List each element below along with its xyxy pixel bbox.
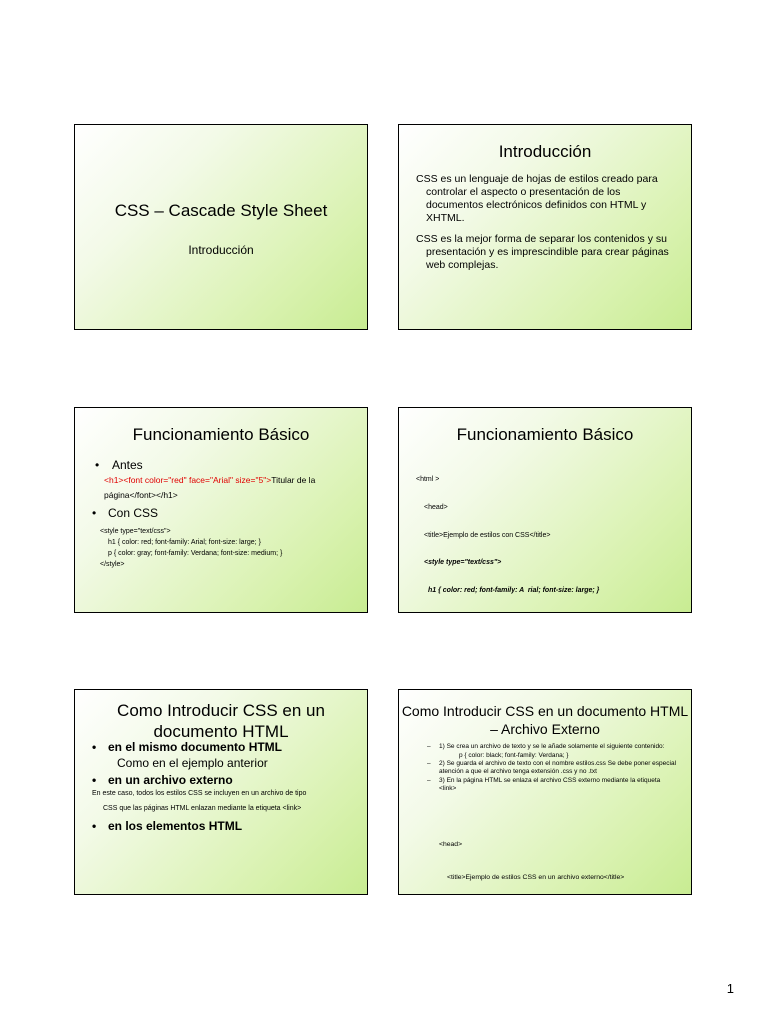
- html-code-block: [439, 817, 657, 895]
- paragraph: CSS es la mejor forma de separar los contenidos y su presentación y es imprescindible para crear páginas web complejas.: [416, 233, 669, 271]
- code-line: h1 { color: red; font-family: Arial; font-size: large; }: [108, 539, 261, 546]
- bullet-text: en un archivo externo: [108, 773, 233, 787]
- slide-title: Como Introducir CSS en un documento HTML: [117, 701, 325, 741]
- slide-title: Funcionamiento Básico: [132, 425, 310, 444]
- list-item: [95, 458, 355, 472]
- slide-funcionamiento-2: [398, 407, 692, 613]
- slide-css-title: [74, 124, 368, 330]
- list-item: [92, 819, 357, 833]
- slide-funcionamiento-1: [74, 407, 368, 613]
- slide-body: [416, 173, 679, 280]
- bullet-icon: •: [95, 458, 100, 472]
- slide-title: Funcionamiento Básico: [456, 425, 634, 444]
- slide-archivo-externo: [398, 689, 692, 895]
- code-line: </style>: [100, 561, 125, 568]
- bullet-list: [92, 458, 355, 570]
- step-item: [427, 760, 679, 776]
- paragraph: CSS es un lenguaje de hojas de estilos creado para controlar el aspecto o presentación de los documentos electrónicos definidos con HTML y XHTML.: [416, 173, 658, 224]
- list-item: [92, 773, 357, 787]
- page-number: 1: [726, 981, 734, 996]
- bullet-icon: •: [92, 819, 97, 833]
- list-item: [92, 740, 357, 754]
- step-code: p { color: black; font-family: Verdana; }: [459, 752, 569, 759]
- code-line: <html >: [416, 476, 440, 484]
- bullet-text: en el mismo documento HTML: [108, 740, 283, 754]
- bullet-list: [90, 740, 357, 833]
- step-item: [427, 743, 679, 751]
- bullet-icon: •: [92, 773, 97, 787]
- code-line: <title>Ejemplo de estilos CSS en un archivo externo</title>: [447, 874, 625, 881]
- code-line: <style type="text/css">: [100, 528, 171, 535]
- sub-text: Como en el ejemplo anterior: [117, 756, 268, 770]
- bullet-icon: •: [92, 506, 97, 520]
- slide-title: CSS – Cascade Style Sheet: [114, 201, 328, 220]
- code-text: Titular de la página</font></h1>: [104, 475, 316, 500]
- code-line: <head>: [424, 504, 448, 512]
- css-code-block: [92, 526, 355, 570]
- code-line: p { color: gray; font-family: Verdana; font-size: medium; }: [108, 550, 283, 557]
- steps-list: [427, 743, 679, 794]
- dash-icon: –: [427, 777, 431, 784]
- slide-subtitle: Introducción: [188, 243, 254, 257]
- code-line: h1 { color: red; font-family: A rial; font-size: large; }: [428, 586, 600, 594]
- dash-icon: –: [427, 743, 431, 750]
- code-example: [92, 473, 355, 503]
- code-line: <style type="text/css">: [424, 559, 502, 567]
- dash-icon: –: [427, 760, 431, 767]
- step-text: 2) Se guarda el archivo de texto con el nombre estilos.css Se debe poner especial atención a que el archivo tenga extensión .css y no .txt: [439, 760, 677, 775]
- code-line: <head>: [439, 841, 463, 848]
- slide-introduccion: [398, 124, 692, 330]
- note-text: CSS que las páginas HTML enlazan mediante la etiqueta <link>: [103, 805, 302, 812]
- step-text: 1) Se crea un archivo de texto y se le añade solamente el siguiente contenido:: [439, 743, 665, 750]
- code-line: <title>Ejemplo de estilos con CSS</title>: [424, 531, 551, 539]
- step-item: [427, 777, 679, 793]
- slide-title: Como Introducir CSS en un documento HTML – Archivo Externo: [401, 703, 689, 737]
- code-red: <h1><font color="red" face="Arial" size="5">: [104, 475, 272, 485]
- slide-como-introducir: [74, 689, 368, 895]
- slide-title: Introducción: [498, 142, 592, 161]
- html-code-block: [416, 457, 618, 613]
- bullet-text: Con CSS: [108, 506, 159, 520]
- bullet-icon: •: [92, 740, 97, 754]
- list-item: [92, 506, 355, 520]
- bullet-text: Antes: [112, 458, 143, 472]
- step-text: 3) En la página HTML se enlaza el archivo CSS externo mediante la etiqueta <link>: [439, 777, 661, 792]
- note-text: En este caso, todos los estilos CSS se incluyen en un archivo de tipo: [92, 790, 307, 797]
- bullet-text: en los elementos HTML: [108, 819, 243, 833]
